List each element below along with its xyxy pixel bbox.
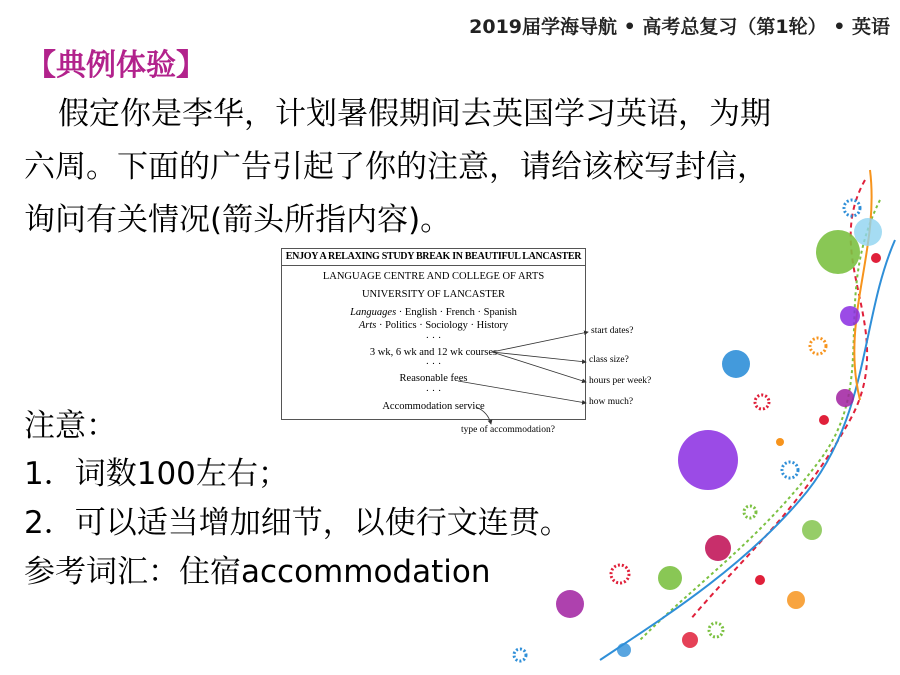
large-purple-ball	[678, 430, 738, 490]
flower-icon	[755, 575, 765, 585]
flower-icon	[611, 565, 629, 583]
note-class-size: class size?	[589, 355, 629, 365]
ad-dots: · · ·	[425, 359, 442, 370]
languages-list: · English · French · Spanish	[398, 307, 517, 318]
ad-dots: · · ·	[425, 333, 442, 344]
arts-list: · Politics · Sociology · History	[378, 320, 509, 331]
notes-item-2: 2．可以适当增加细节，以使行文连贯。	[24, 505, 571, 541]
small-green-ball	[802, 520, 822, 540]
light-blue-ball	[854, 218, 882, 246]
flower-icon	[755, 395, 769, 409]
flower-icon	[810, 338, 826, 354]
ad-courses-line: 3 wk, 6 wk and 12 wk courses	[369, 347, 498, 358]
swirl-line	[600, 240, 895, 660]
arts-label: Arts	[358, 320, 377, 331]
intro-line: 假定你是李华，计划暑假期间去英国学习英语，为期	[58, 96, 771, 132]
flower-icon	[709, 623, 723, 637]
note-start-dates: start dates?	[591, 326, 634, 336]
small-purple-ball	[836, 389, 854, 407]
flower-icon	[819, 415, 829, 425]
languages-label: Languages	[350, 307, 397, 318]
flower-icon	[514, 649, 526, 661]
blue-ball	[722, 350, 750, 378]
note-hours-per-week: hours per week?	[589, 376, 652, 386]
ad-university-line: UNIVERSITY OF LANCASTER	[361, 289, 506, 300]
red-ball	[682, 632, 698, 648]
notes-title: 注意：	[24, 408, 117, 444]
small-blue-ball	[617, 643, 631, 657]
notes-vocab: 参考词汇：住宿accommodation	[24, 554, 491, 590]
ad-dots: · · ·	[425, 386, 442, 397]
note-type-of-accommodation: type of accommodation?	[461, 425, 555, 435]
ad-org-line: LANGUAGE CENTRE AND COLLEGE OF ARTS	[322, 271, 545, 282]
swirl-line	[854, 170, 871, 400]
flower-icon	[871, 253, 881, 263]
intro-line: 询问有关情况(箭头所指内容)。	[24, 202, 452, 238]
green-ball	[816, 230, 860, 274]
orange-ball	[787, 591, 805, 609]
notes-item-1: 1．词数100左右；	[24, 456, 289, 492]
page-header: 2019届学海导航 • 高考总复习（第1轮） • 英语	[469, 16, 890, 38]
purple-ball	[556, 590, 584, 618]
flower-icon	[782, 462, 798, 478]
ad-accommodation-line: Accommodation service	[382, 401, 485, 412]
flower-icon	[744, 506, 756, 518]
green-ball	[658, 566, 682, 590]
section-title: 【典例体验】	[26, 48, 206, 83]
intro-line: 六周。下面的广告引起了你的注意，请给该校写封信，	[24, 149, 768, 185]
note-how-much: how much?	[589, 397, 634, 407]
magenta-ball	[705, 535, 731, 561]
ad-fees-line: Reasonable fees	[399, 373, 468, 384]
ad-header: ENJOY A RELAXING STUDY BREAK IN BEAUTIFUL LANCASTER	[282, 249, 585, 266]
purple-ball	[840, 306, 860, 326]
flower-icon	[776, 438, 784, 446]
